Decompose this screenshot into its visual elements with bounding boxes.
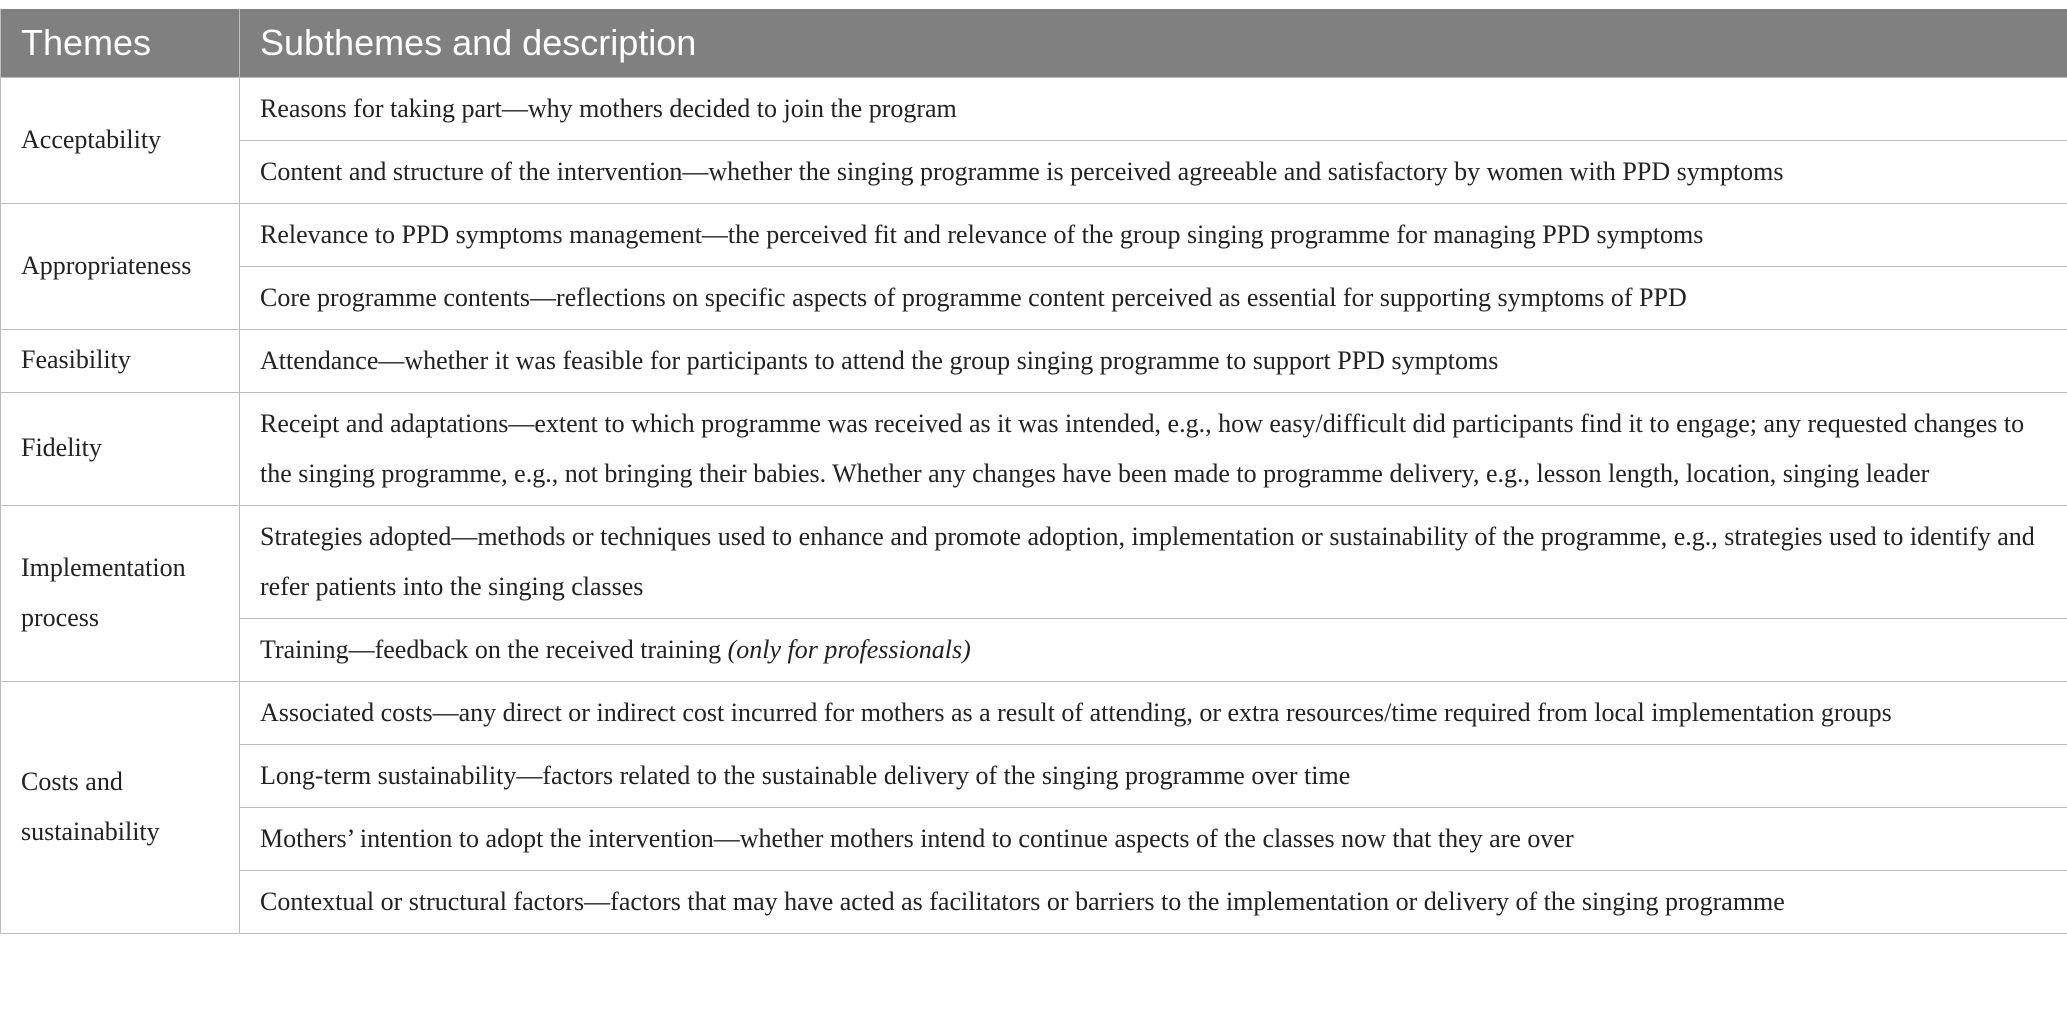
- theme-cell: Implementation process: [1, 505, 240, 681]
- subtheme-cell: [240, 203, 2067, 266]
- theme-cell: Fidelity: [1, 392, 240, 505]
- subtheme-text: Long-term sustainability—factors related to the sustainable delivery of the singing programme over time: [260, 760, 1351, 790]
- table-row: [1, 870, 2067, 933]
- subtheme-text: Reasons for taking part—why mothers decided to join the program: [260, 93, 957, 123]
- header-subthemes: Subthemes and description: [240, 9, 2067, 77]
- header-row: [1, 9, 2067, 77]
- subtheme-text: Contextual or structural factors—factors that may have acted as facilitators or barriers to the implementation or delivery of the singing programme: [260, 886, 1785, 916]
- subtheme-cell: [240, 618, 2067, 681]
- theme-cell: Appropriateness: [1, 203, 240, 329]
- subtheme-cell: [240, 329, 2067, 392]
- subtheme-text: Relevance to PPD symptoms management—the perceived fit and relevance of the group singing programme for managing PPD symptoms: [260, 219, 1704, 249]
- table-row: [1, 807, 2067, 870]
- subtheme-text: Associated costs—any direct or indirect cost incurred for mothers as a result of attending, or extra resources/time required from local implementation groups: [260, 697, 1892, 727]
- table-row: [1, 618, 2067, 681]
- subtheme-note: (only for professionals): [727, 634, 971, 664]
- subtheme-cell: [240, 266, 2067, 329]
- table-row: [1, 140, 2067, 203]
- subtheme-cell: [240, 744, 2067, 807]
- subtheme-cell: [240, 807, 2067, 870]
- table-header: [1, 9, 2067, 77]
- top-margin: [0, 0, 2067, 9]
- themes-table-container: [0, 9, 2067, 934]
- theme-cell: Costs and sustainability: [1, 681, 240, 933]
- header-themes: Themes: [1, 9, 240, 77]
- table-row: [1, 266, 2067, 329]
- table-row: [1, 392, 2067, 505]
- subtheme-text: Attendance—whether it was feasible for participants to attend the group singing programme to support PPD symptoms: [260, 345, 1499, 375]
- table-row: [1, 505, 2067, 618]
- theme-cell: Feasibility: [1, 329, 240, 392]
- subtheme-text: Training—feedback on the received training: [260, 634, 728, 664]
- subtheme-text: Mothers’ intention to adopt the intervention—whether mothers intend to continue aspects of the classes now that they are over: [260, 823, 1574, 853]
- table-row: [1, 77, 2067, 140]
- themes-table: [0, 9, 2067, 934]
- subtheme-cell: [240, 505, 2067, 618]
- subtheme-cell: [240, 681, 2067, 744]
- subtheme-text: Receipt and adaptations—extent to which programme was received as it was intended, e.g., how easy/difficult did participants find it to engage; any requested changes to the singing programme, e.g., not bringing their babies. Whether any changes have been made to programme delivery, e.g., lesson length, location, singing leader: [260, 408, 2025, 488]
- subtheme-cell: [240, 140, 2067, 203]
- subtheme-cell: [240, 870, 2067, 933]
- subtheme-text: Content and structure of the intervention—whether the singing programme is perceived agreeable and satisfactory by women with PPD symptoms: [260, 156, 1784, 186]
- theme-cell: Acceptability: [1, 77, 240, 203]
- table-body: [1, 77, 2067, 933]
- subtheme-text: Strategies adopted—methods or techniques used to enhance and promote adoption, implementation or sustainability of the programme, e.g., strategies used to identify and refer patients into the singing classes: [260, 521, 2035, 601]
- subtheme-cell: [240, 77, 2067, 140]
- table-row: [1, 203, 2067, 266]
- subtheme-text: Core programme contents—reflections on specific aspects of programme content perceived as essential for supporting symptoms of PPD: [260, 282, 1687, 312]
- subtheme-cell: [240, 392, 2067, 505]
- table-row: [1, 744, 2067, 807]
- table-row: [1, 681, 2067, 744]
- table-row: [1, 329, 2067, 392]
